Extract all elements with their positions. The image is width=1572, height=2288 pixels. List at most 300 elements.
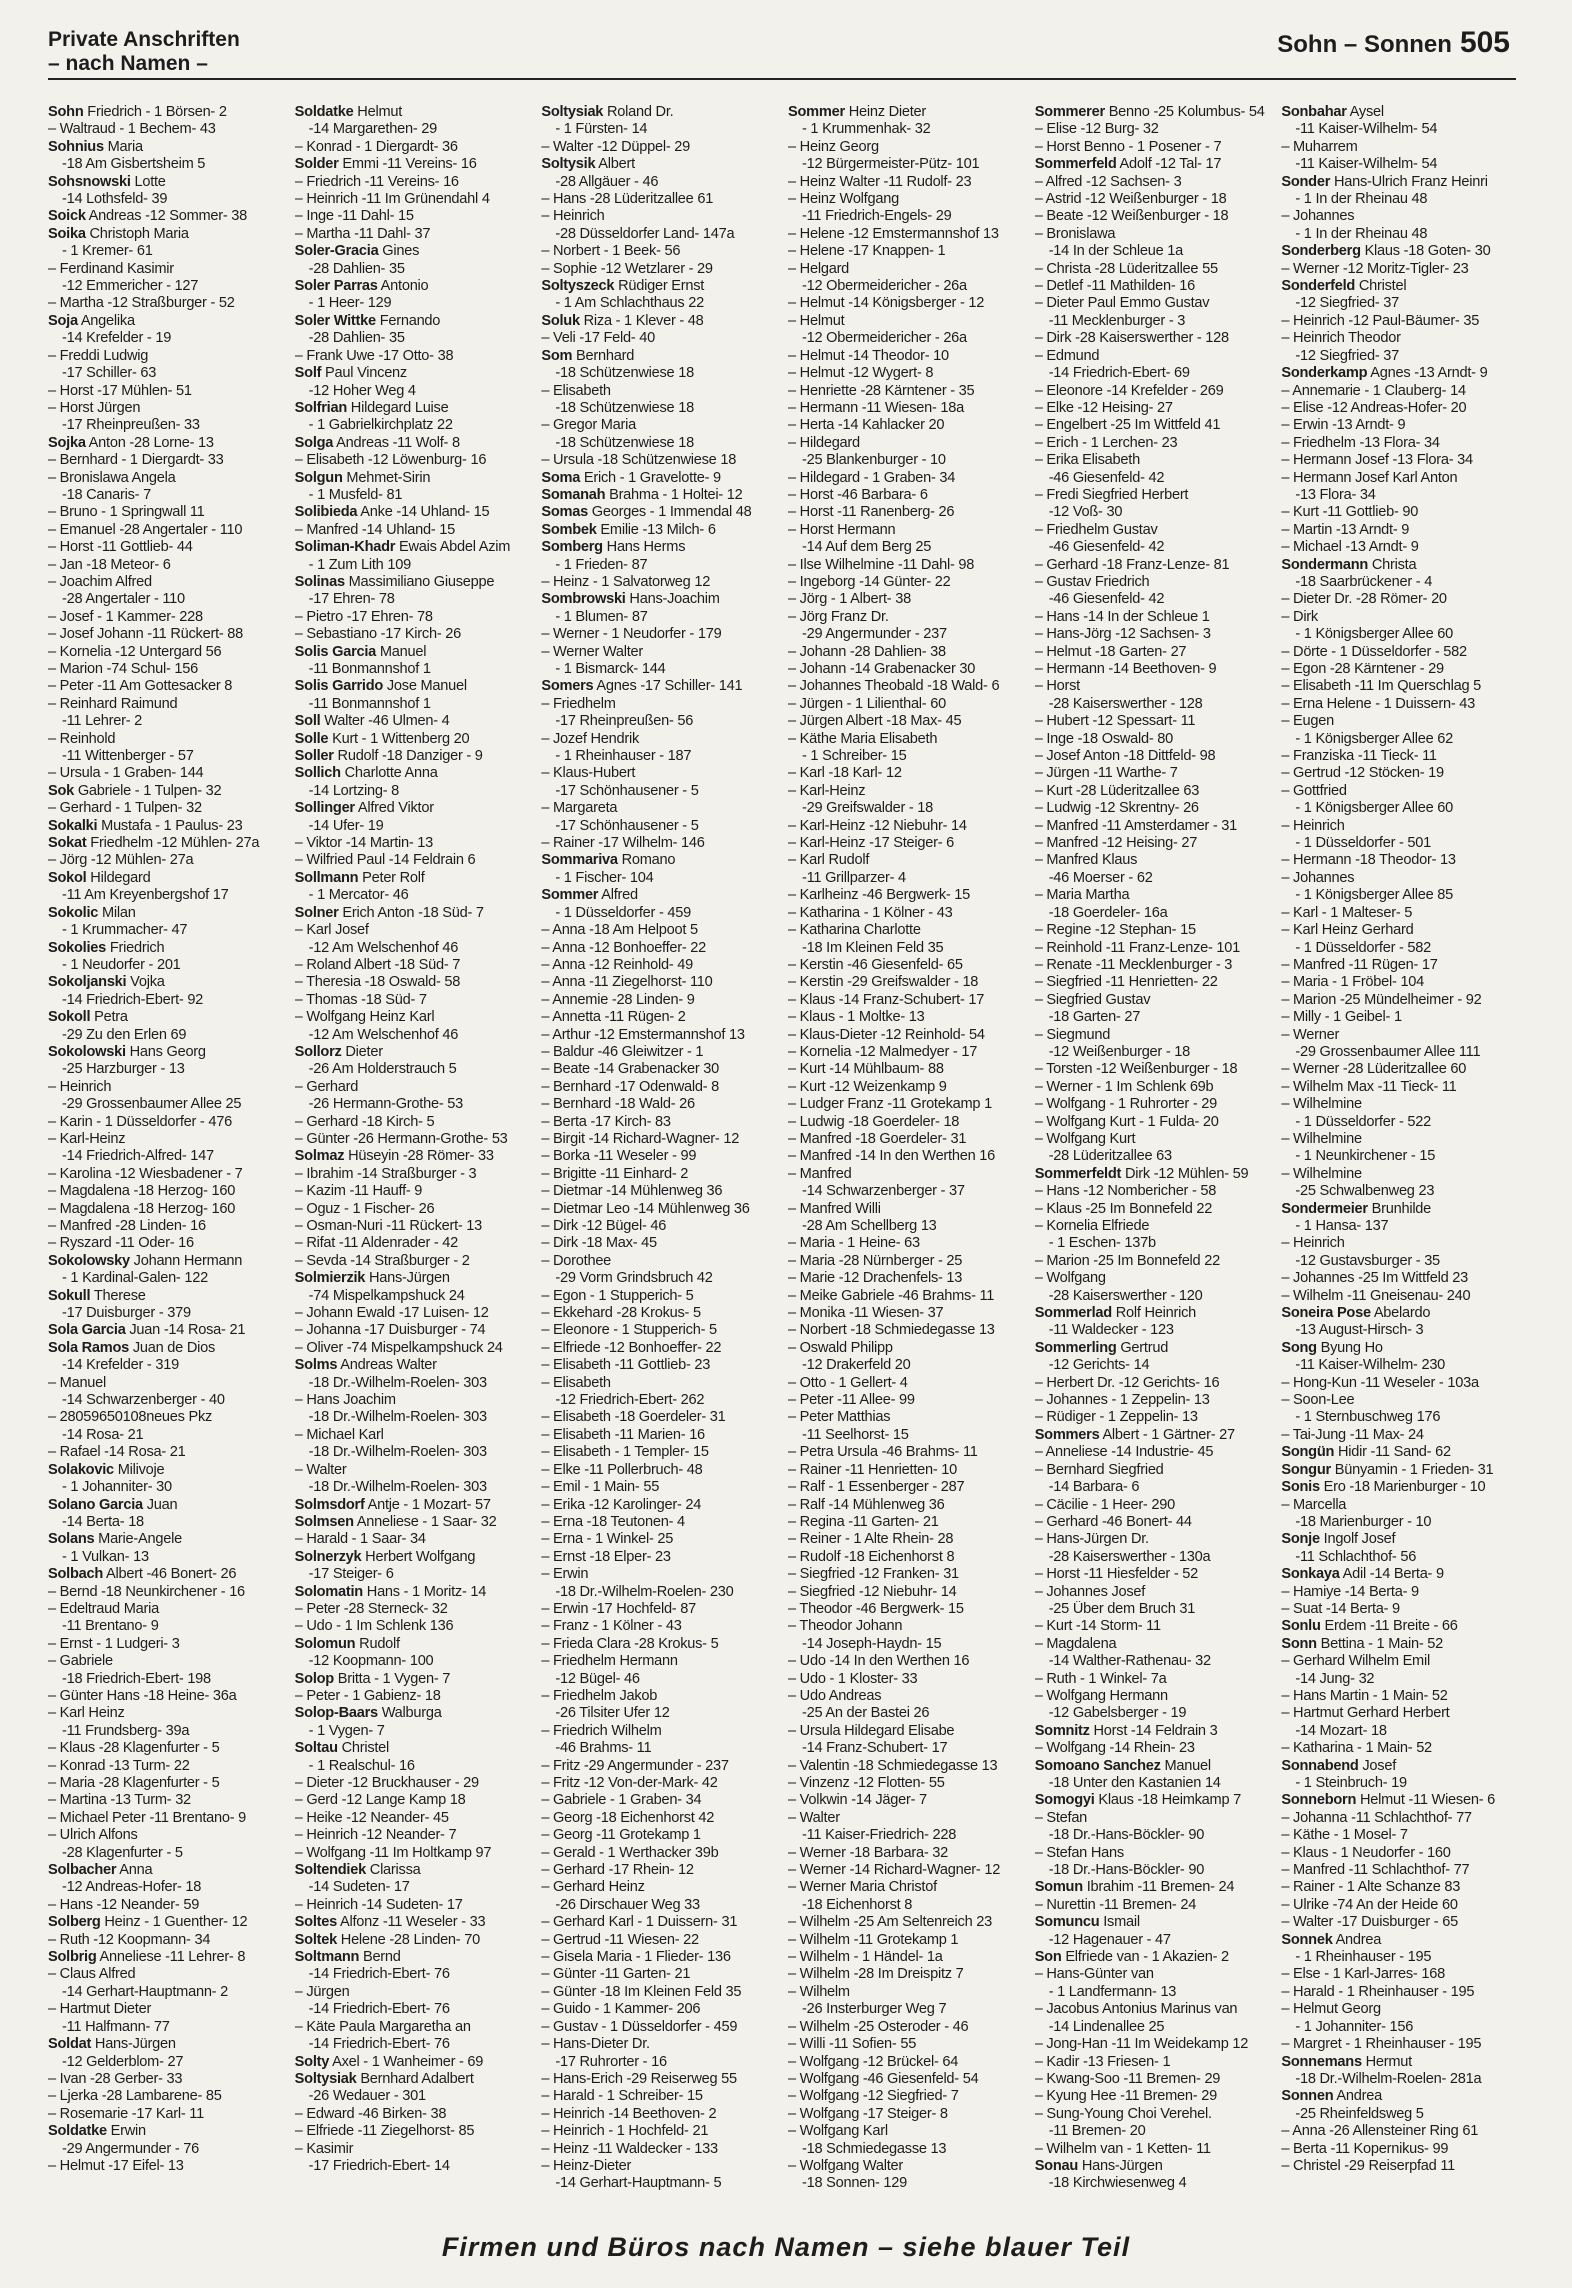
directory-entry — [48, 1897, 283, 1914]
directory-entry — [1035, 1758, 1270, 1775]
entry-text: Hans Herms — [602, 539, 686, 556]
directory-entry — [788, 2054, 1023, 2071]
directory-entry — [295, 1409, 530, 1426]
directory-entry — [541, 1705, 776, 1722]
entry-text: -12 Hagenauer - 47 — [1048, 1931, 1171, 1948]
entry-text: Walburga — [377, 1705, 442, 1722]
entry-surname: Sohsnowski — [48, 173, 131, 190]
entry-text: -14 Krefelder - 319 — [62, 1357, 179, 1374]
directory-entry — [788, 1270, 1023, 1287]
entry-text: – Frieda Clara -28 Krokus- 5 — [541, 1635, 719, 1652]
entry-text: -11 Kaiser-Wilhelm- 230 — [1295, 1357, 1446, 1374]
entry-text: – Ljerka -28 Lambarene- 85 — [48, 2088, 222, 2105]
directory-entry — [1281, 974, 1516, 991]
directory-entry — [1035, 1775, 1270, 1792]
entry-text: -29 Greifswalder - 18 — [802, 800, 934, 817]
entry-text: – Elfriede -12 Bonhoeffer- 22 — [541, 1339, 722, 1356]
entry-text: – Michael -13 Arndt- 9 — [1281, 539, 1419, 556]
entry-text: Friedrich — [106, 939, 165, 956]
entry-text: -18 Dr.-Wilhelm-Roelen- 303 — [308, 1444, 487, 1461]
directory-entry — [541, 1810, 776, 1827]
directory-entry — [541, 2001, 776, 2018]
entry-text: - 1 Johanniter- 156 — [1295, 2018, 1414, 2035]
entry-text: – Hermann -11 Wiesen- 18a — [788, 399, 965, 416]
entry-text: - 1 Rheinhauser - 195 — [1295, 1949, 1432, 1966]
entry-text: – Elfriede -11 Ziegelhorst- 85 — [294, 2123, 475, 2140]
directory-entry — [295, 905, 530, 922]
entry-text: – Wolfgang Kurt - 1 Fulda- 20 — [1034, 1113, 1219, 1130]
directory-entry — [788, 626, 1023, 643]
directory-entry — [1281, 1636, 1516, 1653]
directory-entry — [295, 1636, 530, 1653]
entry-text: – Heinz Georg — [788, 138, 879, 155]
entry-text: – Nurettin -11 Bremen- 24 — [1034, 1896, 1197, 1913]
entry-text: – Manfred -18 Goerdeler- 31 — [788, 1130, 967, 1147]
directory-entry — [541, 1914, 776, 1931]
directory-entry — [788, 696, 1023, 713]
entry-text: Milivoje — [113, 1461, 165, 1478]
entry-text: Brahma - 1 Holtei- 12 — [605, 486, 743, 503]
entry-text: – Johanna -11 Schlachthof- 77 — [1281, 1809, 1472, 1826]
entry-text: Anneliese - 1 Saar- 32 — [353, 1513, 497, 1530]
entry-text: Christoph Maria — [85, 225, 189, 242]
directory-entry — [295, 104, 530, 121]
entry-text: – Elise -12 Burg- 32 — [1034, 121, 1159, 138]
entry-text: – Heinz Wolfgang — [788, 191, 899, 208]
entry-text: – Friedhelm -13 Flora- 34 — [1281, 434, 1440, 451]
entry-surname: Soler-Gracia — [294, 243, 379, 260]
directory-entry — [1281, 278, 1516, 295]
entry-text: – Karl Heinz Gerhard — [1281, 922, 1414, 939]
entry-text: Andreas -11 Wolf- 8 — [333, 434, 460, 451]
directory-entry — [788, 1636, 1023, 1653]
entry-text: – Kwang-Soo -11 Bremen- 29 — [1034, 2070, 1221, 2087]
entry-text: – 28059650108neues Pkz — [48, 1409, 213, 1426]
entry-text: Georges - 1 Immendal 48 — [587, 504, 752, 521]
entry-text: -11 Bremen- 20 — [1048, 2123, 1146, 2140]
directory-entry — [541, 365, 776, 382]
directory-entry — [48, 261, 283, 278]
directory-entry — [788, 922, 1023, 939]
directory-entry — [295, 226, 530, 243]
directory-entry — [48, 1966, 283, 1983]
directory-entry — [788, 887, 1023, 904]
directory-entry — [541, 174, 776, 191]
entry-text: -14 Schwarzenberger - 37 — [802, 1183, 965, 1200]
directory-entry — [541, 487, 776, 504]
entry-text: – Stefan — [1034, 1809, 1088, 1826]
directory-entry — [1035, 261, 1270, 278]
entry-text: – Oliver -74 Mispelkampshuck 24 — [294, 1339, 503, 1356]
entry-text: – Bernhard -17 Odenwald- 8 — [541, 1078, 719, 1095]
entry-surname: Solinas — [294, 573, 345, 590]
directory-entry — [788, 417, 1023, 434]
directory-entry — [48, 922, 283, 939]
directory-entry — [1035, 748, 1270, 765]
entry-text: – Gerd -12 Lange Kamp 18 — [294, 1792, 466, 1809]
entry-surname: Songur — [1281, 1461, 1331, 1478]
directory-entry — [1035, 609, 1270, 626]
directory-entry — [295, 1305, 530, 1322]
directory-entry — [1281, 191, 1516, 208]
entry-text: – Horst Benno - 1 Posener - 7 — [1034, 138, 1222, 155]
entry-text: Hans Georg — [125, 1043, 206, 1060]
entry-text: – Magdalena — [1034, 1635, 1117, 1652]
entry-text: – Horst -46 Barbara- 6 — [788, 486, 928, 503]
directory-entry — [541, 1653, 776, 1670]
entry-text: – Helmut -18 Garten- 27 — [1034, 643, 1187, 660]
entry-text: – Udo Andreas — [788, 1687, 882, 1704]
entry-text: – Gertrud -11 Wiesen- 22 — [541, 1931, 699, 1948]
entry-text: - 1 Musfeld- 81 — [308, 486, 403, 503]
directory-entry — [788, 1409, 1023, 1426]
entry-text: Elfriede van - 1 Akazien- 2 — [1061, 1949, 1229, 1966]
entry-text: – Regina -11 Garten- 21 — [788, 1513, 939, 1530]
entry-text: – Berta -17 Kirch- 83 — [541, 1113, 671, 1130]
entry-text: Andrea — [1333, 2088, 1382, 2105]
directory-entry — [541, 1340, 776, 1357]
entry-text: Axel - 1 Wanheimer - 69 — [329, 2053, 484, 2070]
directory-entry — [1281, 644, 1516, 661]
entry-text: Hermut — [1361, 2053, 1412, 2070]
directory-entry — [1035, 1392, 1270, 1409]
directory-entry — [1035, 348, 1270, 365]
directory-column-6 — [1281, 104, 1516, 2224]
entry-text: – Horst -11 Hiesfelder - 52 — [1034, 1566, 1198, 1583]
entry-surname: Soltmann — [294, 1949, 360, 1966]
entry-text: – Jürgen -11 Warthe- 7 — [1034, 765, 1178, 782]
entry-text: -17 Schiller- 63 — [62, 365, 157, 382]
entry-text: – Heinz-Dieter — [541, 2157, 632, 2174]
directory-entry — [788, 295, 1023, 312]
entry-text: - 1 Mercator- 46 — [308, 887, 409, 904]
entry-text: Benno -25 Kolumbus- 54 — [1104, 104, 1265, 120]
directory-entry — [1035, 1409, 1270, 1426]
directory-entry — [1281, 365, 1516, 382]
entry-text: – Margareta — [541, 800, 618, 817]
directory-entry — [788, 2175, 1023, 2192]
directory-entry — [1035, 905, 1270, 922]
entry-text: – Sevda -14 Straßburger - 2 — [294, 1252, 470, 1269]
directory-entry — [1035, 243, 1270, 260]
entry-text: – Hans -12 Neander- 59 — [48, 1896, 200, 1913]
directory-entry — [48, 243, 283, 260]
entry-text: – Johannes — [1281, 869, 1355, 886]
entry-text: Ismail — [1099, 1914, 1140, 1931]
entry-text: – Erich - 1 Lerchen- 23 — [1034, 434, 1178, 451]
entry-text: Juan — [142, 1496, 178, 1513]
directory-entry — [788, 330, 1023, 347]
entry-text: – Helmut -12 Wygert- 8 — [788, 365, 934, 382]
entry-text: – Johanna -17 Duisburger - 74 — [294, 1322, 486, 1339]
entry-text: – Bernhard -18 Wald- 26 — [541, 1096, 695, 1113]
directory-entry — [295, 1114, 530, 1131]
entry-text: – Martha -11 Dahl- 37 — [294, 225, 431, 242]
entry-surname: Solga — [294, 434, 334, 451]
entry-text: – Baldur -46 Gleiwitzer - 1 — [541, 1043, 704, 1060]
directory-entry — [1035, 226, 1270, 243]
entry-surname: Somas — [541, 504, 588, 521]
directory-entry — [1035, 1201, 1270, 1218]
entry-text: – Karl -18 Karl- 12 — [788, 765, 902, 782]
entry-text: – Kurt -28 Lüderitzallee 63 — [1034, 782, 1200, 799]
entry-text: – Beate -14 Grabenacker 30 — [541, 1061, 720, 1078]
entry-text: – Reiner - 1 Alte Rhein- 28 — [788, 1531, 954, 1548]
entry-text: – Berta -11 Kopernikus- 99 — [1281, 2140, 1449, 2157]
directory-entry — [48, 1166, 283, 1183]
entry-text: - 1 Schreiber- 15 — [802, 748, 907, 765]
entry-text: – Johannes — [1281, 208, 1355, 225]
directory-entry — [541, 156, 776, 173]
entry-text: Albert — [595, 156, 635, 173]
entry-text: -14 Friedrich-Ebert- 92 — [62, 991, 204, 1008]
directory-entry — [1035, 1584, 1270, 1601]
entry-text: – Siegfried Gustav — [1034, 991, 1151, 1008]
entry-text: – Gerhard -18 Franz-Lenze- 81 — [1034, 556, 1230, 573]
entry-text: Marie-Angele — [94, 1531, 182, 1548]
directory-entry — [541, 1584, 776, 1601]
entry-text: – Elisabeth -11 Marien- 16 — [541, 1426, 705, 1443]
directory-entry — [48, 139, 283, 156]
entry-text: Rolf Heinrich — [1111, 1305, 1197, 1322]
directory-entry — [1281, 1792, 1516, 1809]
directory-entry — [1035, 417, 1270, 434]
directory-entry — [295, 1427, 530, 1444]
directory-entry — [788, 261, 1023, 278]
directory-entry — [1281, 1061, 1516, 1078]
entry-text: Anna — [116, 1862, 153, 1879]
entry-text: – Dieter -12 Bruckhauser - 29 — [294, 1775, 479, 1791]
entry-text: – Rafael -14 Rosa- 21 — [48, 1444, 186, 1461]
directory-entry — [48, 1409, 283, 1426]
directory-entry — [1281, 800, 1516, 817]
entry-text: Dirk -12 Mühlen- 59 — [1121, 1165, 1249, 1182]
entry-text: – Johannes -25 Im Wittfeld 23 — [1281, 1270, 1468, 1287]
entry-text: – Erika -12 Karolinger- 24 — [541, 1496, 702, 1513]
directory-entry — [541, 922, 776, 939]
directory-entry — [48, 557, 283, 574]
directory-entry — [1281, 1427, 1516, 1444]
directory-entry — [295, 539, 530, 556]
entry-text: – Horst -11 Gottlieb- 44 — [48, 539, 193, 556]
directory-entry — [788, 957, 1023, 974]
entry-surname: Sommerfeldt — [1034, 1165, 1122, 1182]
directory-entry — [1035, 1740, 1270, 1757]
entry-text: – Petra Ursula -46 Brahms- 11 — [788, 1444, 978, 1461]
entry-text: – Vinzenz -12 Flotten- 55 — [788, 1775, 945, 1791]
directory-entry — [1035, 174, 1270, 191]
directory-entry — [48, 2123, 283, 2140]
header-left-line1: Private Anschriften — [48, 28, 240, 51]
directory-entry — [295, 1514, 530, 1531]
entry-text: – Wilhelmine — [1281, 1130, 1362, 1147]
entry-text: – Anna -26 Allensteiner Ring 61 — [1281, 2123, 1479, 2140]
directory-entry — [295, 1253, 530, 1270]
entry-text: Rudolf — [355, 1635, 400, 1652]
entry-text: – Johannes Theobald -18 Wald- 6 — [788, 678, 1000, 695]
entry-text: Mustafa - 1 Paulus- 23 — [97, 817, 243, 834]
directory-entry — [48, 992, 283, 1009]
directory-entry — [1281, 765, 1516, 782]
directory-entry — [541, 1775, 776, 1792]
directory-entry — [295, 609, 530, 626]
entry-text: – Hans Martin - 1 Main- 52 — [1281, 1687, 1448, 1704]
entry-text: – Gertrud -12 Stöcken- 19 — [1281, 765, 1444, 782]
directory-entry — [1281, 2141, 1516, 2158]
entry-text: - 1 Düsseldorfer - 459 — [555, 904, 691, 921]
entry-text: – Werner -28 Lüderitzallee 60 — [1281, 1061, 1467, 1078]
entry-text: -26 Tilsiter Ufer 12 — [555, 1705, 670, 1722]
directory-entry — [295, 487, 530, 504]
entry-text: – Wilhelm -25 Am Seltenreich 23 — [788, 1914, 992, 1931]
entry-text: - 1 Fürsten- 14 — [555, 121, 648, 138]
entry-text: -13 August-Hirsch- 3 — [1295, 1322, 1424, 1339]
entry-text: – Bernhard Siegfried — [1034, 1461, 1164, 1478]
entry-text: – Birgit -14 Richard-Wagner- 12 — [541, 1130, 740, 1147]
directory-entry — [48, 1566, 283, 1583]
directory-entry — [1035, 1253, 1270, 1270]
directory-entry — [48, 1114, 283, 1131]
directory-entry — [48, 435, 283, 452]
entry-surname: Sokolowski — [48, 1043, 126, 1060]
entry-text: – Peter -11 Am Gottesacker 8 — [48, 678, 233, 695]
entry-text: – Bernhard - 1 Diergardt- 33 — [48, 452, 224, 469]
entry-text: – Alfred -12 Sachsen- 3 — [1034, 173, 1182, 190]
directory-entry — [1035, 383, 1270, 400]
entry-text: Christa — [1368, 556, 1417, 573]
entry-text: -14 Ufer- 19 — [308, 817, 384, 834]
entry-text: Emilie -13 Milch- 6 — [596, 521, 716, 538]
directory-entry — [1281, 1183, 1516, 1200]
entry-text: Mehmet-Sirin — [342, 469, 431, 486]
entry-text: -12 Obermeidericher - 26a — [802, 278, 967, 295]
entry-text: – Wilhelm Max -11 Tieck- 11 — [1281, 1078, 1457, 1095]
directory-entry — [788, 661, 1023, 678]
directory-entry — [788, 174, 1023, 191]
entry-text: – Klaus-Hubert — [541, 765, 636, 782]
directory-entry — [1281, 713, 1516, 730]
directory-entry — [1281, 1009, 1516, 1026]
directory-entry — [788, 1061, 1023, 1078]
directory-entry — [1035, 1862, 1270, 1879]
directory-entry — [788, 191, 1023, 208]
directory-entry — [48, 713, 283, 730]
entry-surname: Solis Garrido — [294, 678, 384, 695]
directory-entry — [48, 452, 283, 469]
entry-text: Hidir -11 Sand- 62 — [1334, 1444, 1451, 1461]
directory-entry — [1281, 400, 1516, 417]
directory-entry — [1281, 1984, 1516, 2001]
directory-entry — [541, 504, 776, 521]
entry-text: – Anna -12 Reinhold- 49 — [541, 956, 693, 973]
entry-text: – Karl-Heinz -12 Niebuhr- 14 — [788, 817, 967, 834]
directory-entry — [541, 417, 776, 434]
entry-text: – Hans-Jörg -12 Sachsen- 3 — [1034, 626, 1211, 643]
entry-surname: Solibieda — [294, 504, 358, 521]
directory-entry — [295, 1357, 530, 1374]
directory-entry — [541, 557, 776, 574]
directory-entry — [1035, 2054, 1270, 2071]
entry-text: Clarissa — [365, 1862, 421, 1879]
entry-text: – Erwin — [541, 1566, 589, 1583]
entry-text: -14 Rosa- 21 — [62, 1426, 144, 1443]
directory-entry — [1281, 1027, 1516, 1044]
entry-text: – Ralf - 1 Essenberger - 287 — [788, 1479, 965, 1496]
entry-text: -14 Auf dem Berg 25 — [802, 539, 932, 556]
directory-entry — [48, 1235, 283, 1252]
entry-text: – Jörg - 1 Albert- 38 — [788, 591, 911, 608]
directory-entry — [788, 2019, 1023, 2036]
directory-column-2 — [295, 104, 530, 2224]
entry-text: Petra — [90, 1009, 128, 1026]
entry-text: – Heinz Walter -11 Rudolf- 23 — [788, 173, 972, 190]
directory-entry — [48, 661, 283, 678]
entry-text: -14 Berta- 18 — [62, 1513, 144, 1530]
entry-text: – Wolfgang Heinz Karl — [294, 1009, 435, 1026]
entry-text: – Heinrich Theodor — [1281, 330, 1401, 347]
entry-text: Hans-Jürgen — [365, 1270, 450, 1287]
directory-entry — [295, 818, 530, 835]
entry-text: – Dirk — [1281, 608, 1318, 625]
entry-text: – Norbert - 1 Beek- 56 — [541, 243, 681, 260]
entry-surname: Somnitz — [1034, 1722, 1090, 1739]
directory-entry — [541, 1792, 776, 1809]
directory-entry — [295, 1618, 530, 1635]
directory-entry — [48, 1879, 283, 1896]
directory-entry — [1035, 800, 1270, 817]
directory-entry — [48, 1775, 283, 1792]
directory-entry — [541, 887, 776, 904]
entry-text: -18 Am Gisbertsheim 5 — [62, 156, 206, 173]
directory-entry — [1035, 1932, 1270, 1949]
entry-text: – Waltraud - 1 Bechem- 43 — [48, 121, 216, 138]
entry-text: – Gerhard -17 Rhein- 12 — [541, 1862, 694, 1879]
directory-entry — [1035, 835, 1270, 852]
entry-text: -17 Rheinpreußen- 33 — [62, 417, 200, 434]
entry-text: -29 Angermunder - 237 — [802, 626, 947, 643]
entry-text: – Gabriele — [48, 1653, 113, 1670]
directory-entry — [541, 661, 776, 678]
entry-text: Fernando — [375, 312, 441, 329]
directory-entry — [48, 1758, 283, 1775]
entry-text: – Wilhelm -11 Grotekamp 1 — [788, 1931, 959, 1948]
directory-entry — [48, 765, 283, 782]
directory-entry — [541, 1758, 776, 1775]
directory-entry — [788, 243, 1023, 260]
directory-entry — [788, 1479, 1023, 1496]
entry-surname: Solop — [294, 1670, 334, 1687]
page-number: 505 — [1459, 26, 1510, 59]
directory-entry — [788, 1618, 1023, 1635]
directory-entry — [48, 1131, 283, 1148]
entry-text: – Henriette -28 Kärntener - 35 — [788, 382, 975, 399]
entry-surname: Somberg — [541, 539, 603, 556]
entry-text: – Manfred -12 Heising- 27 — [1034, 835, 1198, 852]
directory-entry — [295, 783, 530, 800]
entry-text: – Anna -12 Bonhoeffer- 22 — [541, 939, 707, 956]
entry-text: Agnes -13 Arndt- 9 — [1367, 365, 1488, 382]
directory-entry — [295, 2019, 530, 2036]
entry-text: – Ernst - 1 Ludgeri- 3 — [48, 1635, 180, 1652]
entry-text: – Osman-Nuri -11 Rückert- 13 — [294, 1218, 483, 1234]
entry-text: – Rifat -11 Aldenrader - 42 — [294, 1235, 459, 1252]
entry-text: – Käthe Maria Elisabeth — [788, 730, 938, 747]
entry-text: – Heinrich -11 Im Grünendahl 4 — [294, 191, 490, 208]
directory-entry — [48, 870, 283, 887]
entry-surname: Solmsdorf — [294, 1496, 365, 1513]
entry-surname: Sonder — [1281, 173, 1331, 190]
entry-text: – Gerald - 1 Werthacker 39b — [541, 1844, 719, 1861]
